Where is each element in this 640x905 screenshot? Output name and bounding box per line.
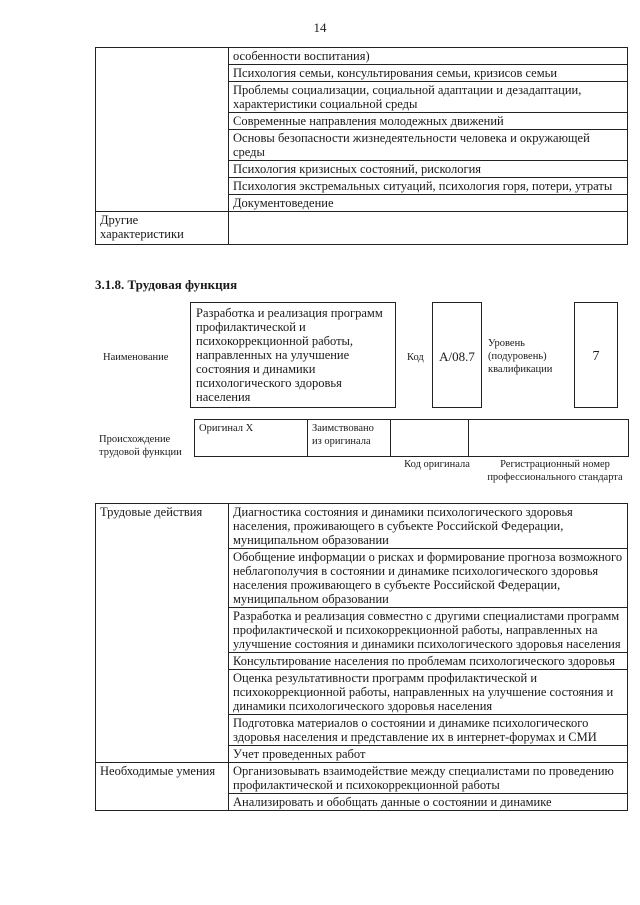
knowledge-row: Психология семьи, консультирования семьи, кризисов семьи: [229, 65, 628, 82]
labor-actions-label: Трудовые действия: [96, 504, 229, 763]
other-characteristics-label: Другие характеристики: [96, 212, 229, 245]
knowledge-table: [95, 47, 628, 245]
function-code-box: А/08.7: [432, 302, 482, 408]
knowledge-label-cell: [96, 48, 229, 212]
section-heading: 3.1.8. Трудовая функция: [95, 277, 238, 292]
code-original-label: Код оригинала: [404, 459, 470, 470]
labor-action-row: Учет проведенных работ: [229, 746, 628, 763]
skill-row: Организовывать взаимодействие между специалистами по проведению профилактической и психокоррекционной работы: [229, 763, 628, 794]
origin-borrowed-cell: Заимствовано из оригинала: [308, 420, 391, 457]
origin-table: [194, 419, 629, 457]
page-number: 14: [313, 20, 327, 35]
labor-table: [95, 503, 628, 811]
origin-code-cell: [391, 420, 469, 457]
skills-label: Необходимые умения: [96, 763, 229, 811]
reg-number-label: Регистрационный номер профессионального стандарта: [487, 459, 623, 483]
knowledge-row: Психология экстремальных ситуаций, психология горя, потери, утраты: [229, 178, 628, 195]
origin-label: Происхождение трудовой функции: [99, 434, 182, 458]
qualification-level-box: 7: [574, 302, 618, 408]
knowledge-row: Психология кризисных состояний, рискология: [229, 161, 628, 178]
knowledge-row: Современные направления молодежных движений: [229, 113, 628, 130]
knowledge-row: Документоведение: [229, 195, 628, 212]
labor-action-row: Разработка и реализация совместно с другими специалистами программ профилактической и психокоррекционной работы, направленных на улучшение состояния и динамики психологического здоровья населения: [229, 608, 628, 653]
labor-action-row: Консультирование населения по проблемам психологического здоровья: [229, 653, 628, 670]
origin-original-cell: Оригинал Х: [195, 420, 308, 457]
labor-action-row: Обобщение информации о рисках и формирование прогноза возможного неблагополучия в состоянии и динамике психологического здоровья населения проживающего в субъекте Российской Федерации, муниципальном образовании: [229, 549, 628, 608]
code-label: Код: [407, 352, 424, 363]
origin-reg-number-cell: [469, 420, 629, 457]
labor-action-row: Подготовка материалов о состоянии и динамике психологического здоровья населения и представление их в интернет-форумах и СМИ: [229, 715, 628, 746]
other-characteristics-value: [229, 212, 628, 245]
labor-action-row: Диагностика состояния и динамики психологического здоровья населения, проживающего в субъекте Российской Федерации, муниципальном образовании: [229, 504, 628, 549]
skill-row: Анализировать и обобщать данные о состоянии и динамике: [229, 794, 628, 811]
knowledge-row: Основы безопасности жизнедеятельности человека и окружающей среды: [229, 130, 628, 161]
knowledge-row: Проблемы социализации, социальной адаптации и дезадаптации, характеристики социальной среды: [229, 82, 628, 113]
knowledge-row: особенности воспитания): [229, 48, 628, 65]
function-name-box: Разработка и реализация программ профилактической и психокоррекционной работы, направленных на улучшение состояния и динамики психологического здоровья населения: [190, 302, 396, 408]
labor-action-row: Оценка результативности программ профилактической и психокоррекционной работы, направленных на улучшение состояния и динамики психологического здоровья населения: [229, 670, 628, 715]
name-label: Наименование: [103, 352, 169, 363]
level-label: Уровень (подуровень) квалификации: [488, 338, 553, 375]
